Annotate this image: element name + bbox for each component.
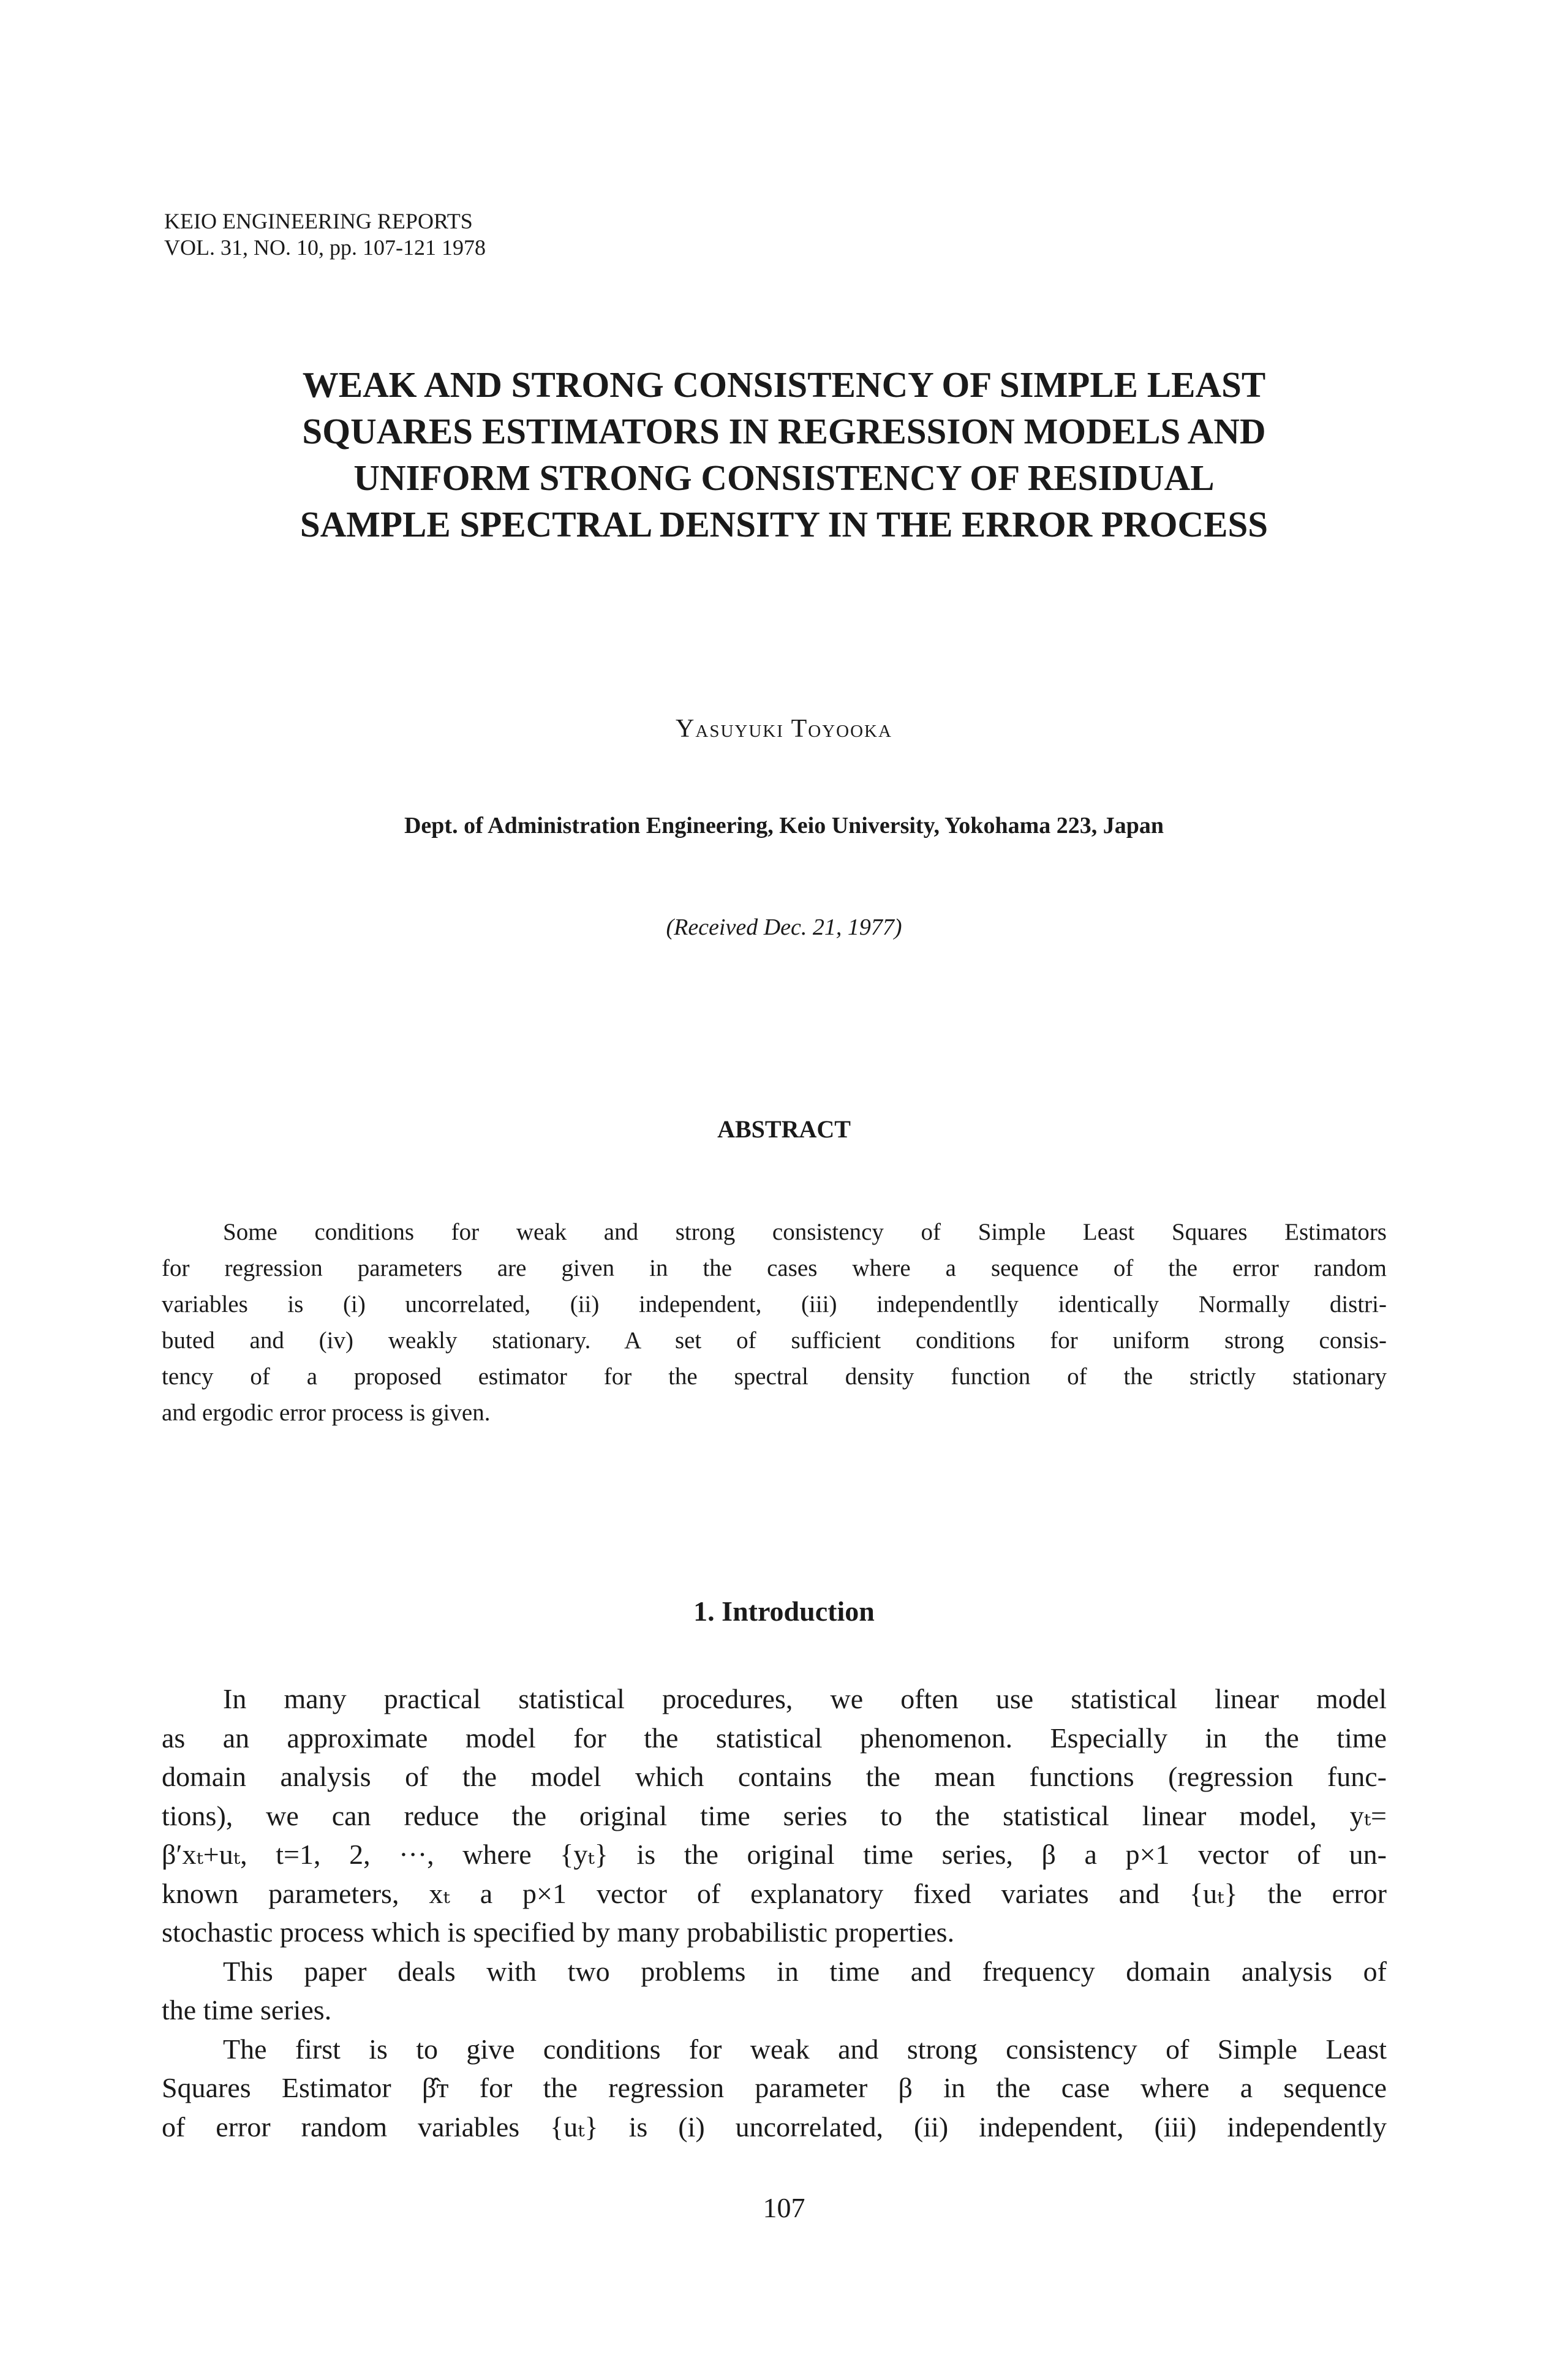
page-number: 107 <box>763 2192 805 2223</box>
body-line: In many practical statistical procedures, we often use statistical linear model <box>223 1683 1387 1714</box>
abstract-body <box>162 1214 1387 1431</box>
body-line: as an approximate model for the statistical phenomenon. Especially in the time <box>162 1722 1387 1754</box>
abstract-line: for regression parameters are given in the cases where a sequence of the error random <box>162 1255 1387 1281</box>
abstract-line: and ergodic error process is given. <box>162 1400 491 1426</box>
body-line: This paper deals with two problems in time and frequency domain analysis of <box>223 1955 1387 1987</box>
body-line: β′xₜ+uₜ, t=1, 2, ···, where {yₜ} is the original time series, β a p×1 vector of un- <box>162 1839 1387 1870</box>
abstract-line: tency of a proposed estimator for the spectral density function of the strictly stationary <box>162 1363 1387 1390</box>
body-line: Squares Estimator β̂ᴛ for the regression parameter β in the case where a sequence <box>162 2072 1387 2103</box>
abstract-line: variables is (i) uncorrelated, (ii) independent, (iii) independentlly identically Normally distri- <box>162 1291 1387 1317</box>
received-date: (Received Dec. 21, 1977) <box>666 914 902 940</box>
author: Yasuyuki Toyooka <box>676 715 892 743</box>
body-line: the time series. <box>162 1994 332 2026</box>
journal-volume: VOL. 31, NO. 10, pp. 107-121 1978 <box>164 235 486 260</box>
abstract-line: buted and (iv) weakly stationary. A set of sufficient conditions for uniform strong consis- <box>162 1327 1387 1354</box>
title-line: WEAK AND STRONG CONSISTENCY OF SIMPLE LEAST <box>302 364 1266 405</box>
title-line: SQUARES ESTIMATORS IN REGRESSION MODELS AND <box>302 411 1266 451</box>
affiliation: Dept. of Administration Engineering, Keio University, Yokohama 223, Japan <box>404 813 1164 839</box>
body-line: tions), we can reduce the original time series to the statistical linear model, yₜ= <box>162 1800 1387 1831</box>
body-line: stochastic process which is specified by many probabilistic properties. <box>162 1916 955 1948</box>
journal-header <box>164 208 486 261</box>
body-line: known parameters, xₜ a p×1 vector of explanatory fixed variates and {uₜ} the error <box>162 1877 1387 1909</box>
body-line: The first is to give conditions for weak and strong consistency of Simple Least <box>223 2033 1387 2065</box>
section-heading: 1. Introduction <box>693 1596 875 1627</box>
abstract-heading: ABSTRACT <box>717 1115 851 1143</box>
title-line: SAMPLE SPECTRAL DENSITY IN THE ERROR PROCESS <box>300 504 1268 545</box>
title-line: UNIFORM STRONG CONSISTENCY OF RESIDUAL <box>353 458 1215 498</box>
journal-name: KEIO ENGINEERING REPORTS <box>164 209 473 233</box>
body-line: domain analysis of the model which contains the mean functions (regression func- <box>162 1761 1387 1792</box>
paper-title <box>0 361 1568 548</box>
body-line: of error random variables {uₜ} is (i) uncorrelated, (ii) independent, (iii) independently <box>162 2111 1387 2143</box>
abstract-line: Some conditions for weak and strong consistency of Simple Least Squares Estimators <box>223 1219 1387 1245</box>
introduction-body <box>162 1679 1387 2146</box>
